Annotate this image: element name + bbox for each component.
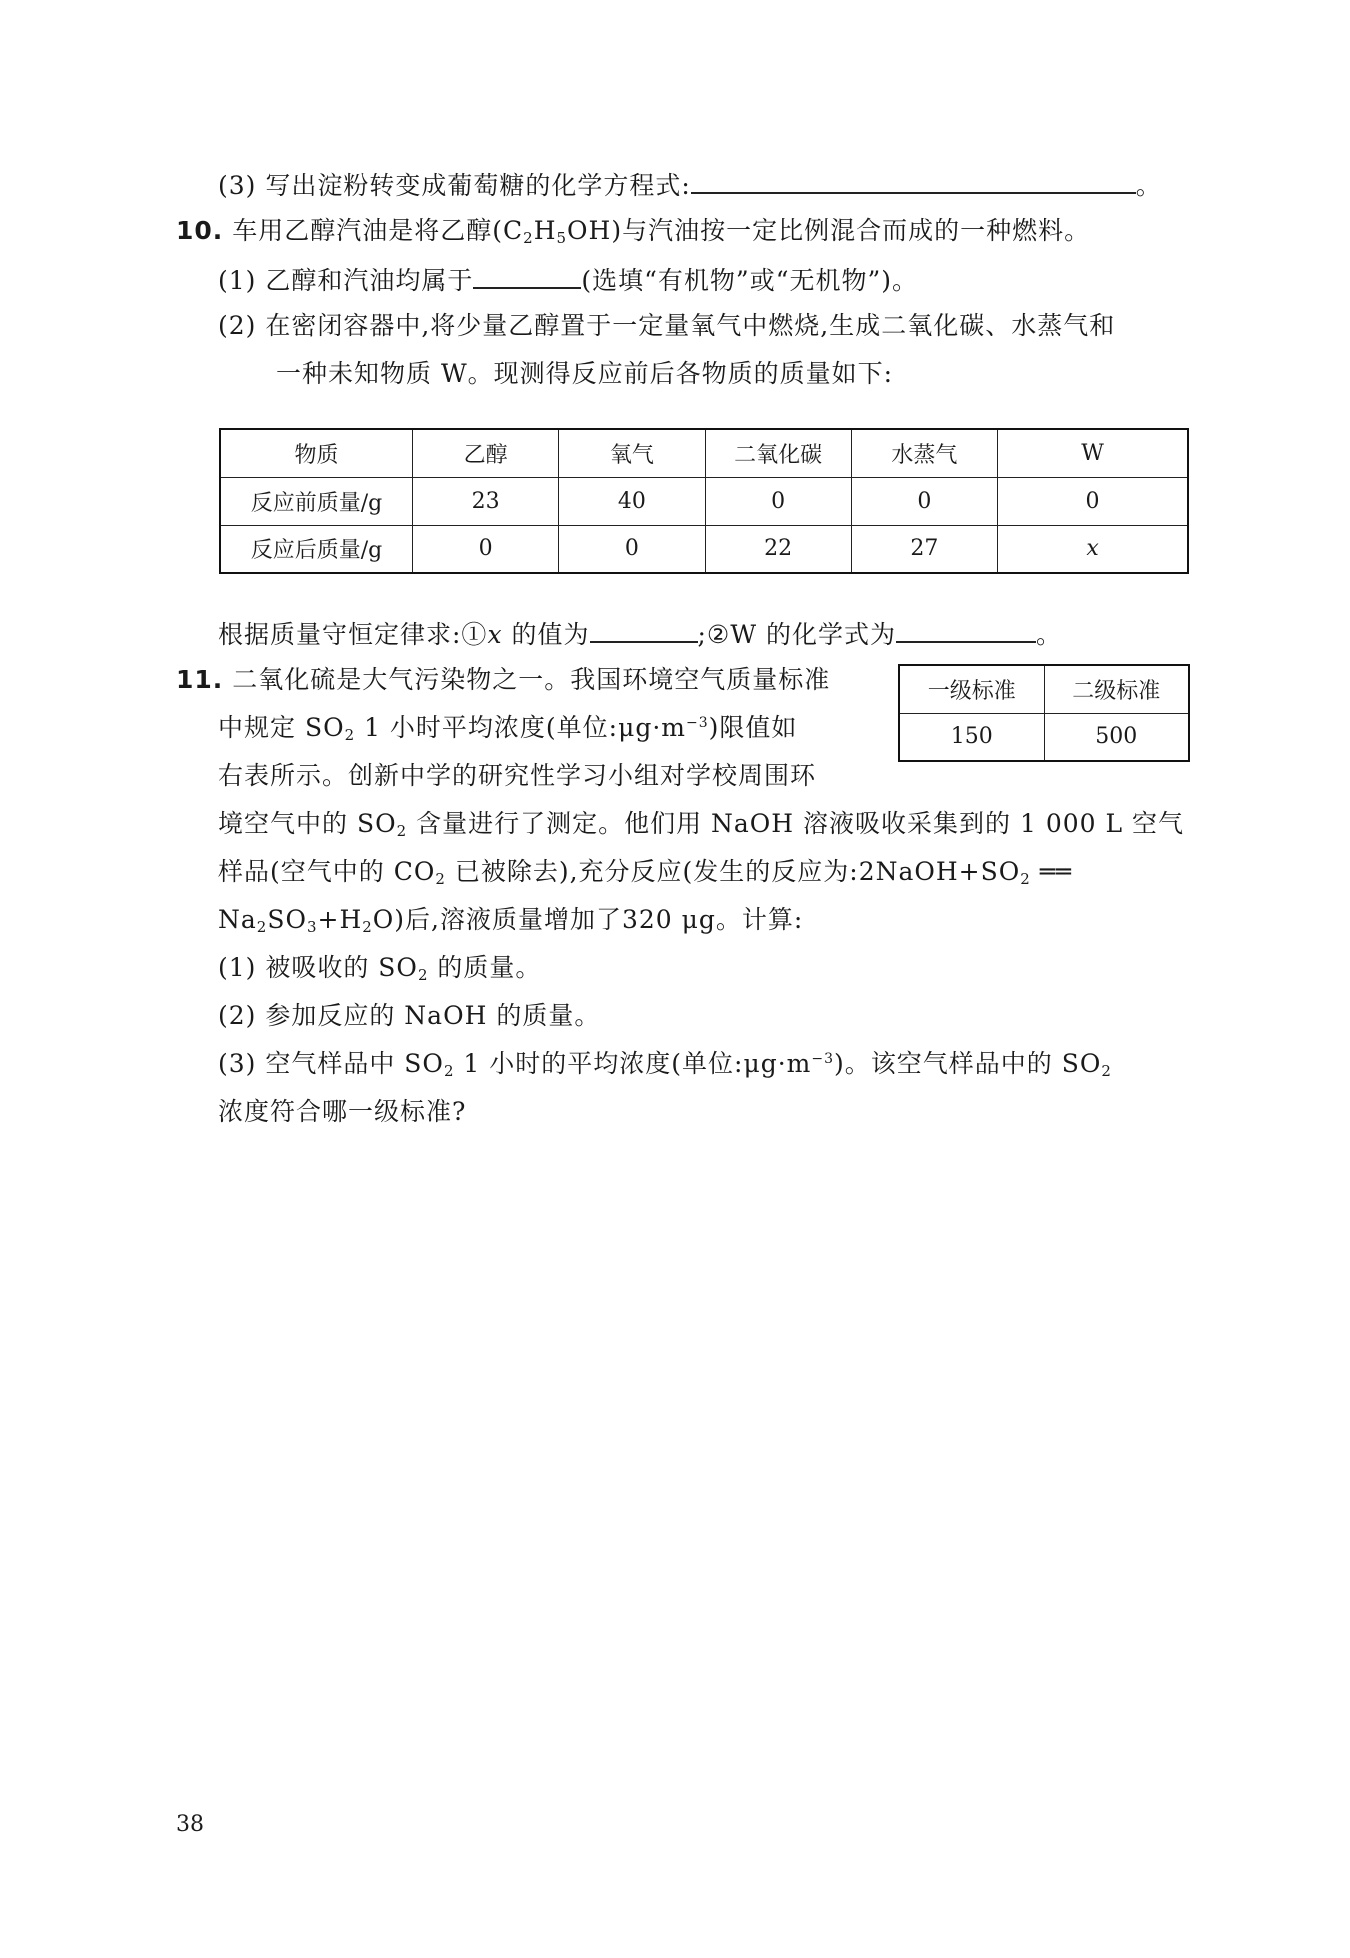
- q10-part1-b: (选填“有机物”或“无机物”)。: [581, 266, 919, 295]
- q11-line6: [218, 903, 803, 937]
- q10-part2-line1: (2) 在密闭容器中,将少量乙醇置于一定量氧气中燃烧,生成二氧化碳、水蒸气和: [218, 311, 1116, 340]
- q10-th-water-vapor: 水蒸气: [851, 429, 997, 477]
- table-cell: 23: [413, 477, 559, 525]
- q10-th-w: W: [998, 429, 1188, 477]
- q10-after-end: 。: [1035, 620, 1062, 649]
- q10-table-header-row: [220, 429, 1188, 477]
- table-cell: 0: [851, 477, 997, 525]
- q10-after-table: [218, 615, 1062, 652]
- q11-line5-sub2: 2: [1020, 870, 1031, 888]
- q10-number: 10.: [176, 216, 224, 245]
- q10-x-answer-blank[interactable]: [590, 615, 698, 643]
- q11-part3-sup: −3: [811, 1051, 835, 1067]
- q10-th-oxygen: 氧气: [559, 429, 705, 477]
- q11-line5-b: 已被除去),充分反应(发生的反应为:2NaOH+SO: [445, 857, 1021, 886]
- q11-part3: [218, 1047, 1112, 1081]
- q11-line6-sub3: 2: [362, 918, 373, 936]
- q10-part1-a: (1) 乙醇和汽油均属于: [218, 266, 474, 295]
- q10-stem-a: 车用乙醇汽油是将乙醇(C: [232, 216, 524, 245]
- q9-part3-end: 。: [1135, 171, 1162, 200]
- q10-after-b: 的值为: [502, 620, 590, 649]
- table-cell: 22: [705, 525, 851, 573]
- table-cell: 0: [559, 525, 705, 573]
- table-cell: 反应后质量/g: [220, 525, 413, 573]
- q11-line6-sub1: 2: [256, 918, 268, 936]
- q9-part3: [218, 166, 1162, 203]
- table-row: [220, 477, 1188, 525]
- so2-standard-table: [898, 664, 1190, 762]
- table-cell: x: [998, 525, 1188, 573]
- q11-line2-b: 1 小时平均浓度(单位:μg·m: [355, 713, 687, 742]
- q11-line6-c: +H: [317, 905, 363, 934]
- q11-line1-text: 二氧化硫是大气污染物之一。我国环境空气质量标准: [232, 665, 831, 694]
- standard-th-level1: 一级标准: [899, 665, 1044, 713]
- q10-formula-answer-blank[interactable]: [896, 615, 1036, 643]
- q10-part1-answer-blank[interactable]: [473, 261, 581, 289]
- q11-line5-sub: 2: [435, 870, 446, 888]
- q10-after-a: 根据质量守恒定律求:①: [218, 620, 488, 649]
- q11-part1-sub: 2: [417, 966, 429, 984]
- q11-part3-sub2: 2: [1101, 1062, 1112, 1080]
- table-cell: 0: [413, 525, 559, 573]
- q11-line4: [218, 807, 1184, 841]
- q11-part1: [218, 951, 541, 985]
- q11-line3: 右表所示。创新中学的研究性学习小组对学校周围环: [218, 761, 817, 790]
- q10-stem: [176, 214, 1090, 248]
- table-cell: 27: [851, 525, 997, 573]
- table-cell: 0: [998, 477, 1188, 525]
- q11-line2-sup: −3: [686, 715, 709, 731]
- q11-part3-c: )。该空气样品中的 SO: [834, 1049, 1102, 1078]
- q10-stem-sub1: 2: [523, 229, 534, 247]
- table-row: [899, 713, 1189, 761]
- standard-table-header-row: [899, 665, 1189, 713]
- q11-part1-b: 的质量。: [428, 953, 542, 982]
- q9-part3-text: (3) 写出淀粉转变成葡萄糖的化学方程式:: [218, 171, 691, 200]
- q10-stem-sub2: 5: [556, 229, 568, 247]
- q11-line6-sub2: 3: [306, 918, 318, 936]
- q11-part3-sub: 2: [443, 1062, 455, 1080]
- q11-part2: (2) 参加反应的 NaOH 的质量。: [218, 1001, 601, 1030]
- table-cell: 500: [1044, 713, 1189, 761]
- table-cell: 150: [899, 713, 1044, 761]
- q11-line6-a: Na: [218, 905, 257, 934]
- q11-part3-b: 1 小时的平均浓度(单位:μg·m: [454, 1049, 812, 1078]
- q10-th-ethanol: 乙醇: [413, 429, 559, 477]
- standard-th-level2: 二级标准: [1044, 665, 1189, 713]
- q10-mass-table: [219, 428, 1189, 574]
- q11-line2: [218, 711, 797, 745]
- q10-stem-c: OH)与汽油按一定比例混合而成的一种燃料。: [567, 216, 1091, 245]
- q11-line5-a: 样品(空气中的 CO: [218, 857, 436, 886]
- q10-after-x: x: [487, 620, 503, 649]
- q10-stem-b: H: [533, 216, 557, 245]
- q11-part3-line2: 浓度符合哪一级标准?: [218, 1097, 467, 1126]
- q11-number: 11.: [176, 665, 224, 694]
- q11-line4-sub: 2: [396, 822, 408, 840]
- q11-line4-b: 含量进行了测定。他们用 NaOH 溶液吸收采集到的 1 000 L 空气: [407, 809, 1185, 838]
- q10-part2-line2: 一种未知物质 W。现测得反应前后各物质的质量如下:: [276, 359, 894, 388]
- q11-line4-a: 境空气中的 SO: [218, 809, 397, 838]
- page-number: 38: [176, 1812, 204, 1837]
- q10-th-co2: 二氧化碳: [705, 429, 851, 477]
- table-cell: 0: [705, 477, 851, 525]
- q11-line2-sub: 2: [344, 726, 356, 744]
- q11-line5: [218, 855, 1072, 889]
- q11-line6-b: SO: [267, 905, 307, 934]
- q9-part3-answer-blank[interactable]: [691, 166, 1136, 194]
- q11-line5-c: ══: [1030, 857, 1072, 886]
- q11-line6-d: O)后,溶液质量增加了320 μg。计算:: [372, 905, 804, 934]
- table-cell: 反应前质量/g: [220, 477, 413, 525]
- q11-line2-c: )限值如: [708, 713, 798, 742]
- q10-part1: [218, 261, 918, 298]
- q10-after-c: ;②W 的化学式为: [697, 620, 896, 649]
- q10-th-substance: 物质: [220, 429, 413, 477]
- q11-line1: [176, 663, 830, 697]
- q11-line2-a: 中规定 SO: [218, 713, 345, 742]
- q11-part3-a: (3) 空气样品中 SO: [218, 1049, 444, 1078]
- table-row: [220, 525, 1188, 573]
- table-cell: 40: [559, 477, 705, 525]
- q11-part1-a: (1) 被吸收的 SO: [218, 953, 418, 982]
